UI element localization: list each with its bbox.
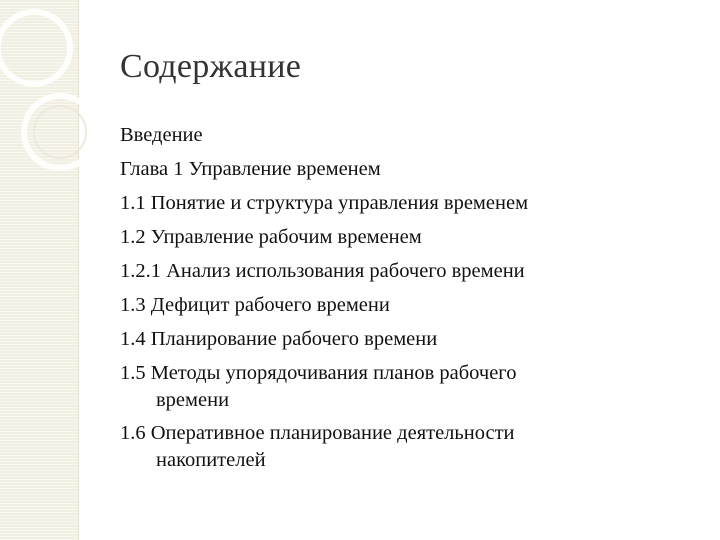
toc-item-1-5-line2: времени [156,389,230,411]
toc-item-1-1: 1.1 Понятие и структура управления временем [120,192,529,214]
toc-item-1-3: 1.3 Дефицит рабочего времени [120,294,390,316]
toc-item-1-4: 1.4 Планирование рабочего времени [120,328,438,350]
slide-title: Содержание [120,48,302,85]
toc-item-1-2: 1.2 Управление рабочим временем [120,226,422,248]
toc-item-1-6-line2: накопителей [156,449,266,471]
toc-item-1-5 [120,356,700,416]
toc-item-1-6-line1: 1.6 Оперативное планирование деятельности [120,422,515,444]
toc-item-1-6 [120,416,700,476]
table-of-contents [120,118,700,476]
decorative-circles-ornament [0,0,140,200]
toc-item-chapter-1: Глава 1 Управление временем [120,158,381,180]
toc-item-1-2-1: 1.2.1 Анализ использования рабочего времени [120,260,525,282]
toc-item-introduction: Введение [120,124,203,146]
toc-item-1-5-line1: 1.5 Методы упорядочивания планов рабочего [120,362,517,384]
